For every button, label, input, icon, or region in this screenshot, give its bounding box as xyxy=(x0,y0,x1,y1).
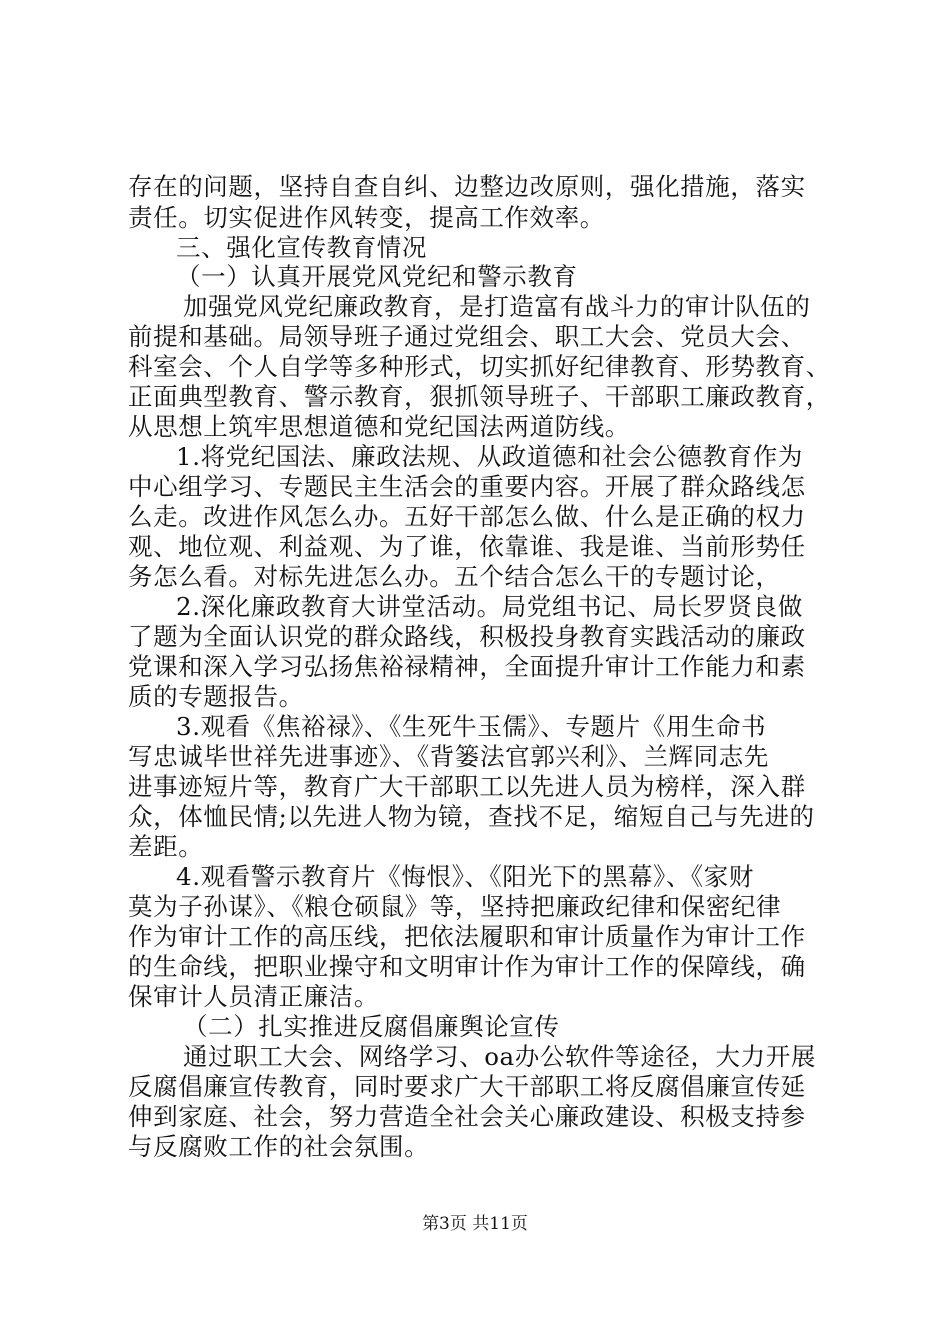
text-line: 作为审计工作的高压线，把依法履职和审计质量作为审计工作 xyxy=(128,922,806,951)
text-line: 与反腐败工作的社会氛围。 xyxy=(128,1132,430,1161)
text-line: 4.观看警示教育片《悔恨》、《阳光下的黑幕》、《家财 xyxy=(176,862,754,891)
text-line: 反腐倡廉宣传教育，同时要求广大干部职工将反腐倡廉宣传延 xyxy=(128,1072,806,1101)
text-line: 中心组学习、专题民主生活会的重要内容。开展了群众路线怎 xyxy=(128,472,806,501)
text-line: 2.深化廉政教育大讲堂活动。局党组书记、局长罗贤良做 xyxy=(176,592,803,621)
text-line: 了题为全面认识党的群众路线，积极投身教育实践活动的廉政 xyxy=(128,622,806,651)
text-line: 务怎么看。对标先进怎么办。五个结合怎么干的专题讨论， xyxy=(128,562,781,591)
text-line: 进事迹短片等，教育广大干部职工以先进人员为榜样，深入群 xyxy=(128,772,806,801)
text-line: 莫为子孙谋》、《粮仓硕鼠》等，坚持把廉政纪律和保密纪律 xyxy=(128,892,782,921)
page-footer: 第3页 共11页 xyxy=(422,1214,528,1234)
text-line: 科室会、个人自学等多种形式，切实抓好纪律教育、形势教育、 xyxy=(128,352,831,381)
text-line: 写忠诚毕世祥先进事迹》、《背篓法官郭兴利》、兰辉同志先 xyxy=(128,742,769,771)
text-line: 么走。改进作风怎么办。五好干部怎么做、什么是正确的权力 xyxy=(128,502,806,531)
text-line: 责任。切实促进作风转变，提高工作效率。 xyxy=(128,203,605,232)
text-line: 3.观看《焦裕禄》、《生死牛玉儒》、专题片《用生命书 xyxy=(176,712,767,741)
text-line: 保审计人员清正廉洁。 xyxy=(128,982,379,1011)
text-line: 存在的问题，坚持自查自纠、边整边改原则，强化措施，落实 xyxy=(128,172,806,201)
text-line: 1.将党纪国法、廉政法规、从政道德和社会公德教育作为 xyxy=(176,442,803,471)
text-line: 质的专题报告。 xyxy=(128,682,304,711)
text-line: 三、强化宣传教育情况 xyxy=(176,233,427,262)
text-line: 差距。 xyxy=(128,832,204,861)
text-line: 通过职工大会、网络学习、oa办公软件等途径，大力开展 xyxy=(183,1042,816,1071)
text-line: 观、地位观、利益观、为了谁，依靠谁、我是谁、当前形势任 xyxy=(128,532,806,561)
text-line: （二）扎实推进反腐倡廉舆论宣传 xyxy=(183,1012,560,1041)
text-line: （一）认真开展党风党纪和警示教育 xyxy=(176,262,578,291)
text-line: 前提和基础。局领导班子通过党组会、职工大会、党员大会、 xyxy=(128,322,806,351)
text-line: 的生命线，把职业操守和文明审计作为审计工作的保障线，确 xyxy=(128,952,806,981)
text-line: 正面典型教育、警示教育，狠抓领导班子、干部职工廉政教育， xyxy=(128,382,831,411)
text-line: 加强党风党纪廉政教育，是打造富有战斗力的审计队伍的 xyxy=(183,292,811,321)
text-line: 众，体恤民情;以先进人物为镜，查找不足，缩短自己与先进的 xyxy=(128,802,815,831)
text-line: 从思想上筑牢思想道德和党纪国法两道防线。 xyxy=(128,412,630,441)
text-line: 党课和深入学习弘扬焦裕禄精神，全面提升审计工作能力和素 xyxy=(128,652,806,681)
text-line: 伸到家庭、社会，努力营造全社会关心廉政建设、积极支持参 xyxy=(128,1102,806,1131)
